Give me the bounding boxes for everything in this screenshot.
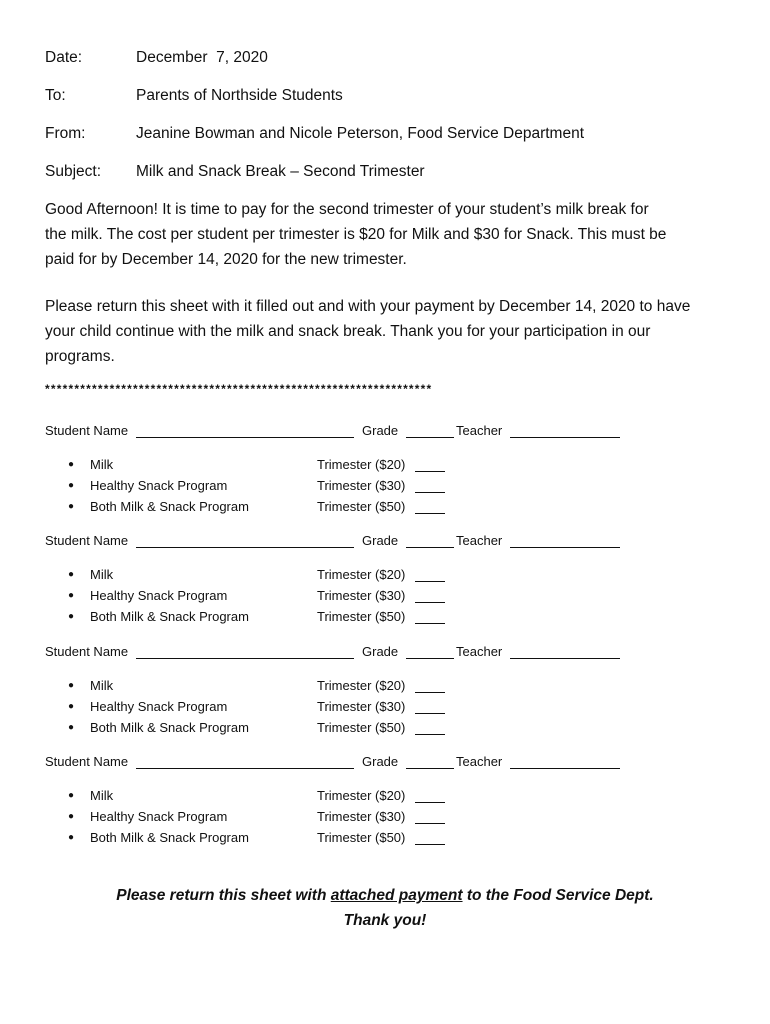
trimester-price: Trimester ($30)	[317, 478, 406, 493]
instructions-paragraph: Please return this sheet with it filled out and with your payment by December 14, 2020 to have your child continue with the milk and snack break. Thank you for your participation in our programs.	[45, 298, 691, 365]
program-option	[68, 587, 468, 605]
from-label: From:	[45, 125, 86, 142]
program-option	[68, 808, 468, 826]
student-name-label: Student Name	[45, 754, 129, 769]
trimester-price: Trimester ($30)	[317, 809, 406, 824]
subject-row	[45, 162, 425, 182]
trimester-price: Trimester ($20)	[317, 788, 406, 803]
trimester-price: Trimester ($30)	[317, 588, 406, 603]
bullet-icon: ●	[68, 722, 75, 733]
to-row	[45, 86, 343, 106]
to-value: Parents of Northside Students	[136, 87, 343, 104]
bullet-icon: ●	[68, 501, 75, 512]
teacher-label: Teacher	[456, 423, 503, 438]
program-label: Milk	[90, 457, 114, 472]
bullet-icon: ●	[68, 480, 75, 491]
program-label: Milk	[90, 678, 114, 693]
trimester-price: Trimester ($50)	[317, 830, 406, 845]
program-label: Milk	[90, 567, 114, 582]
trimester-blank[interactable]	[415, 734, 445, 735]
greeting-paragraph: Good Afternoon! It is time to pay for the second trimester of your student’s milk break for the milk. The cost per student per trimester is $20 for Milk and $30 for Snack. This must be paid for by December 14, 2020 for the new trimester.	[45, 201, 667, 268]
program-label: Healthy Snack Program	[90, 699, 228, 714]
program-option	[68, 698, 468, 716]
bullet-icon: ●	[68, 680, 75, 691]
to-label: To:	[45, 87, 66, 104]
from-value: Jeanine Bowman and Nicole Peterson, Food Service Department	[136, 125, 585, 142]
bullet-icon: ●	[68, 569, 75, 580]
program-label: Both Milk & Snack Program	[90, 830, 249, 845]
program-option	[68, 719, 468, 737]
program-option	[68, 608, 468, 626]
student-name-label: Student Name	[45, 644, 129, 659]
program-option	[68, 677, 468, 695]
program-label: Healthy Snack Program	[90, 809, 228, 824]
grade-field[interactable]	[406, 437, 454, 438]
footer-text-before: Please return this sheet with	[116, 887, 331, 904]
trimester-price: Trimester ($50)	[317, 609, 406, 624]
grade-field[interactable]	[406, 768, 454, 769]
student-row	[45, 532, 645, 550]
bullet-icon: ●	[68, 790, 75, 801]
program-label: Healthy Snack Program	[90, 588, 228, 603]
student-name-field[interactable]	[136, 437, 354, 438]
trimester-price: Trimester ($20)	[317, 567, 406, 582]
program-option	[68, 566, 468, 584]
program-label: Healthy Snack Program	[90, 478, 228, 493]
program-option	[68, 456, 468, 474]
student-row	[45, 753, 645, 771]
grade-label: Grade	[362, 533, 399, 548]
trimester-blank[interactable]	[415, 844, 445, 845]
student-name-field[interactable]	[136, 547, 354, 548]
program-option	[68, 498, 468, 516]
trimester-blank[interactable]	[415, 471, 445, 472]
from-row	[45, 124, 584, 144]
footer-underlined-text: attached payment	[330, 887, 463, 904]
grade-label: Grade	[362, 644, 399, 659]
bullet-icon: ●	[68, 701, 75, 712]
teacher-label: Teacher	[456, 644, 503, 659]
trimester-price: Trimester ($50)	[317, 720, 406, 735]
bullet-icon: ●	[68, 832, 75, 843]
program-option	[68, 829, 468, 847]
program-label: Both Milk & Snack Program	[90, 609, 249, 624]
teacher-label: Teacher	[456, 533, 503, 548]
trimester-price: Trimester ($50)	[317, 499, 406, 514]
trimester-price: Trimester ($20)	[317, 457, 406, 472]
teacher-field[interactable]	[510, 768, 620, 769]
student-row	[45, 422, 645, 440]
footer-note	[0, 883, 770, 908]
trimester-blank[interactable]	[415, 513, 445, 514]
student-name-label: Student Name	[45, 533, 129, 548]
grade-label: Grade	[362, 754, 399, 769]
student-name-label: Student Name	[45, 423, 129, 438]
trimester-blank[interactable]	[415, 492, 445, 493]
trimester-price: Trimester ($30)	[317, 699, 406, 714]
grade-label: Grade	[362, 423, 399, 438]
trimester-blank[interactable]	[415, 581, 445, 582]
trimester-blank[interactable]	[415, 692, 445, 693]
trimester-blank[interactable]	[415, 713, 445, 714]
program-option	[68, 787, 468, 805]
date-row	[45, 48, 268, 68]
teacher-field[interactable]	[510, 547, 620, 548]
program-label: Milk	[90, 788, 114, 803]
subject-label: Subject:	[45, 163, 102, 180]
student-name-field[interactable]	[136, 658, 354, 659]
footer-text-after: to the Food Service Dept.	[462, 887, 654, 904]
teacher-field[interactable]	[510, 437, 620, 438]
footer-thanks: Thank you!	[343, 912, 427, 929]
trimester-price: Trimester ($20)	[317, 678, 406, 693]
program-option	[68, 477, 468, 495]
trimester-blank[interactable]	[415, 802, 445, 803]
bullet-icon: ●	[68, 811, 75, 822]
grade-field[interactable]	[406, 658, 454, 659]
trimester-blank[interactable]	[415, 623, 445, 624]
grade-field[interactable]	[406, 547, 454, 548]
student-name-field[interactable]	[136, 768, 354, 769]
program-label: Both Milk & Snack Program	[90, 499, 249, 514]
trimester-blank[interactable]	[415, 823, 445, 824]
teacher-field[interactable]	[510, 658, 620, 659]
student-row	[45, 643, 645, 661]
teacher-label: Teacher	[456, 754, 503, 769]
bullet-icon: ●	[68, 611, 75, 622]
trimester-blank[interactable]	[415, 602, 445, 603]
program-label: Both Milk & Snack Program	[90, 720, 249, 735]
subject-value: Milk and Snack Break – Second Trimester	[136, 163, 425, 180]
bullet-icon: ●	[68, 590, 75, 601]
date-value: December 7, 2020	[136, 49, 268, 66]
bullet-icon: ●	[68, 459, 75, 470]
date-label: Date:	[45, 49, 83, 66]
separator-line: ******************************************************************	[45, 382, 433, 396]
